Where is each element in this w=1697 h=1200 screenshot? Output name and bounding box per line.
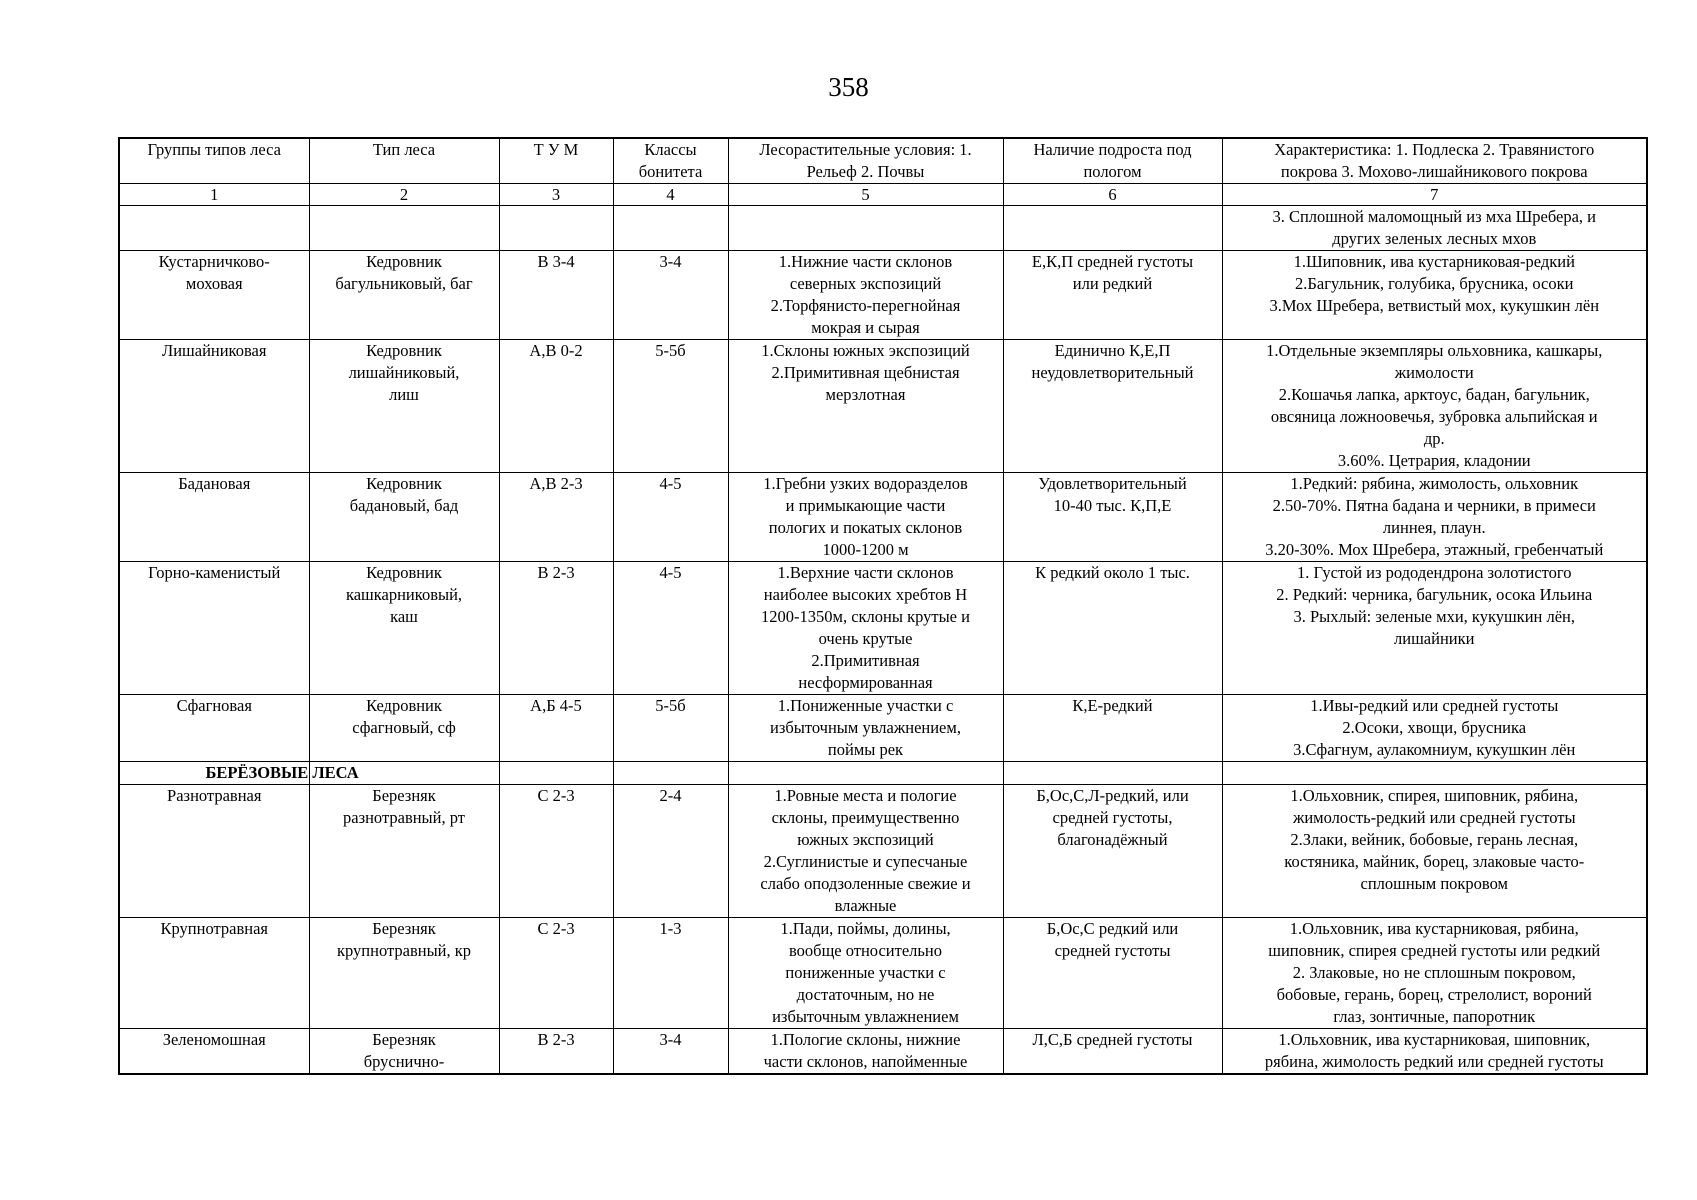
cell-text-line: овсяница ложноовечья, зубровка альпийская и [1270,407,1598,426]
cell-text-line: влажные [834,896,897,915]
cell-text-line: 2.Суглинистые и супесчаные [763,852,968,871]
cell-text-line: 1200-1350м, склоны крутые и [761,607,970,626]
cell-bonitet-class [613,206,728,251]
cell-text-line: 1.Склоны южных экспозиций [761,341,970,360]
cell-text-line: 1.Пониженные участки с [777,696,954,715]
cell-text-line: лишайниковый, [348,363,460,382]
cell-bonitet-class [613,1029,728,1075]
column-number: 1 [119,184,309,206]
column-number: 6 [1003,184,1222,206]
cell-forest-type [309,473,499,562]
cell-text-line: 2. Редкий: черника, багульник, осока Ильина [1276,585,1593,604]
cell-text-line: 3.Мох Шребера, ветвистый мох, кукушкин лён [1269,296,1600,315]
cell-undergrowth [1003,1029,1222,1075]
cell-bonitet-class [613,138,728,184]
cell-forest-type [309,138,499,184]
cell-text-line: Кедровник [366,696,442,715]
cell-text-line: Березняк [372,786,436,805]
cell-forest-group [119,562,309,695]
cell-text-line: 3-4 [659,252,682,271]
cell-characteristics [1222,785,1647,918]
cell-forest-type [309,340,499,473]
cell-text-line: сфагновый, сф [352,718,456,737]
cell-text-line: рябина, жимолость редкий или средней густоты [1264,1052,1604,1071]
cell-text-line: 2.Осоки, хвощи, брусника [1342,718,1527,737]
cell-text-line: Единично К,Е,П [1054,341,1171,360]
cell-text-line: Кедровник [366,252,442,271]
cell-text-line: сплошным покровом [1360,874,1508,893]
cell-text-line: Кедровник [366,341,442,360]
cell-text-line: жимолость-редкий или средней густоты [1292,808,1576,827]
cell-text-line: Лесорастительные условия: 1. [759,140,972,159]
section-title: БЕРЁЗОВЫЕ ЛЕСА [205,762,395,785]
cell-text-line: избыточным увлажнением, [770,718,961,737]
cell-text-line: В 2-3 [537,1030,575,1049]
cell-growing-conditions [728,473,1003,562]
cell-text-line: лишайники [1394,629,1475,648]
cell-text-line: средней густоты, [1052,808,1173,827]
cell-text-line: неудовлетворительный [1031,363,1194,382]
cell-forest-group [119,473,309,562]
cell-forest-type [309,562,499,695]
cell-text-line: С 2-3 [537,786,575,805]
cell-growing-conditions [728,1029,1003,1075]
cell-text-line: Классы [644,140,697,159]
cell-text-line: поймы рек [827,740,904,759]
cell-text-line: Группы типов леса [147,140,281,159]
cell-characteristics [1222,562,1647,695]
cell-text-line: Березняк [372,1030,436,1049]
cell-tum [499,562,613,695]
cell-growing-conditions [728,785,1003,918]
cell-forest-group [119,138,309,184]
cell-text-line: Е,К,П средней густоты [1031,252,1194,271]
cell-text-line: А,Б 4-5 [530,696,582,715]
cell-tum [499,138,613,184]
cell-text-line: наиболее высоких хребтов Н [763,585,968,604]
cell-text-line: багульниковый, баг [335,274,473,293]
cell-text-line: других зеленых лесных мхов [1332,229,1537,248]
cell-text-line: 2.Примитивная щебнистая [771,363,960,382]
cell-text-line: 3.60%. Цетрария, кладонии [1337,451,1531,470]
cell-text-line: 1000-1200 м [822,540,909,559]
cell-text-line: 1.Шиповник, ива кустарниковая-редкий [1293,252,1575,271]
cell-tum [499,1029,613,1075]
cell-text-line: 1.Нижние части склонов [778,252,953,271]
cell-forest-type [309,1029,499,1075]
cell-forest-type [309,695,499,762]
cell-characteristics [1222,206,1647,251]
table-row [119,206,1647,251]
cell-text-line: 2.50-70%. Пятна бадана и черники, в примеси [1272,496,1596,515]
cell-text-line: шиповник, спирея средней густоты или редкий [1268,941,1601,960]
cell-text-line: 2-4 [659,786,682,805]
cell-text-line: 1.Ровные места и пологие [774,786,957,805]
cell-text-line: 2.Примитивная [811,651,920,670]
cell-text-line: др. [1423,429,1445,448]
cell-text-line: 3. Сплошной маломощный из мха Шребера, и [1272,207,1597,226]
cell-text-line: 4-5 [659,563,682,582]
column-number: 2 [309,184,499,206]
cell-text-line: пониженные участки с [785,963,946,982]
cell-text-line: бадановый, бад [349,496,459,515]
cell-characteristics [1222,340,1647,473]
cell-text-line: бобовые, герань, борец, стрелолист, вороний [1276,985,1592,1004]
cell-growing-conditions [728,340,1003,473]
table-row [119,918,1647,1029]
cell-forest-group [119,785,309,918]
cell-text-line: 2.Торфянисто-перегнойная [770,296,961,315]
cell-text-line: 1-3 [659,919,682,938]
cell-text-line: Сфагновая [176,696,252,715]
cell-text-line: Горно-каменистый [148,563,281,582]
cell-text-line: Характеристика: 1. Подлеска 2. Травянистого [1274,140,1595,159]
forest-types-table [118,137,1648,1075]
cell-text-line: Кустарничково- [158,252,270,271]
cell-text-line: костяника, майник, борец, злаковые часто- [1284,852,1585,871]
cell-growing-conditions [728,206,1003,251]
cell-text-line: С 2-3 [537,919,575,938]
cell-forest-group [119,918,309,1029]
table-body [119,138,1647,1074]
cell-text-line: Кедровник [366,563,442,582]
cell-forest-group [119,251,309,340]
cell-text-line: Удовлетворительный [1038,474,1187,493]
cell-text-line: 3. Рыхлый: зеленые мхи, кукушкин лён, [1293,607,1575,626]
table-row [119,251,1647,340]
cell-text-line: вообще относительно [789,941,942,960]
cell-text-line: 5-5б [655,341,686,360]
cell-text-line: В 2-3 [537,563,575,582]
cell-text-line: покрова 3. Мохово-лишайникового покрова [1280,162,1588,181]
cell-text-line: жимолости [1394,363,1474,382]
cell-text-line: 5-5б [655,696,686,715]
cell-text-line: и примыкающие части [785,496,946,515]
table-row [119,695,1647,762]
cell-tum [499,918,613,1029]
cell-text-line: 1.Гребни узких водоразделов [763,474,968,493]
cell-forest-type [309,918,499,1029]
cell-text-line: бруснично- [363,1052,445,1071]
cell-tum [499,251,613,340]
cell-text-line: достаточным, но не [796,985,935,1004]
cell-forest-type [309,206,499,251]
cell-characteristics [1222,918,1647,1029]
cell-text-line: пологих и покатых склонов [768,518,963,537]
cell-empty [1003,762,1222,785]
cell-bonitet-class [613,785,728,918]
cell-text-line: Кедровник [366,474,442,493]
table-row [119,785,1647,918]
cell-text-line: Б,Ос,С редкий или [1046,919,1179,938]
cell-empty [728,762,1003,785]
cell-text-line: Разнотравная [167,786,262,805]
column-number: 5 [728,184,1003,206]
cell-tum [499,695,613,762]
cell-empty [613,762,728,785]
cell-text-line: северных экспозиций [789,274,942,293]
cell-forest-group [119,695,309,762]
cell-text-line: бонитета [638,162,703,181]
cell-growing-conditions [728,251,1003,340]
column-number: 4 [613,184,728,206]
column-number: 3 [499,184,613,206]
cell-text-line: Зеленомошная [162,1030,266,1049]
cell-text-line: Л,С,Б средней густоты [1032,1030,1193,1049]
cell-text-line: каш [390,607,418,626]
cell-text-line: глаз, зонтичные, папоротник [1333,1007,1536,1026]
cell-forest-group [119,1029,309,1075]
cell-text-line: 1.Ольховник, ива кустарниковая, шиповник, [1278,1030,1591,1049]
cell-undergrowth [1003,340,1222,473]
cell-text-line: лиш [389,385,419,404]
cell-growing-conditions [728,562,1003,695]
cell-bonitet-class [613,918,728,1029]
cell-text-line: 1. Густой из рододендрона золотистого [1296,563,1572,582]
cell-characteristics [1222,695,1647,762]
cell-text-line: Рельеф 2. Почвы [806,162,925,181]
cell-bonitet-class [613,473,728,562]
cell-text-line: К,Е-редкий [1072,696,1153,715]
cell-text-line: 2.Кошачья лапка, арктоус, бадан, багульник, [1278,385,1590,404]
cell-text-line: избыточным увлажнением [772,1007,959,1026]
cell-text-line: 3-4 [659,1030,682,1049]
cell-undergrowth [1003,206,1222,251]
cell-text-line: 1.Пологие склоны, нижние [770,1030,961,1049]
cell-text-line: или редкий [1072,274,1153,293]
cell-text-line: 1.Пади, поймы, долины, [780,919,951,938]
cell-text-line: мокрая и сырая [811,318,920,337]
cell-forest-group [119,206,309,251]
cell-undergrowth [1003,785,1222,918]
cell-text-line: кашкарниковый, [345,585,463,604]
cell-undergrowth [1003,562,1222,695]
cell-text-line: южных экспозиций [797,830,934,849]
cell-text-line: Лишайниковая [162,341,267,360]
table-row [119,562,1647,695]
cell-growing-conditions [728,138,1003,184]
cell-text-line: Березняк [372,919,436,938]
cell-empty [499,762,613,785]
cell-text-line: несформированная [798,673,933,692]
cell-text-line: Б,Ос,С,Л-редкий, или [1036,786,1189,805]
cell-bonitet-class [613,251,728,340]
cell-text-line: 1.Ивы-редкий или средней густоты [1310,696,1559,715]
cell-bonitet-class [613,340,728,473]
cell-forest-type [309,785,499,918]
cell-text-line: Т У М [533,140,579,159]
cell-text-line: благонадёжный [1057,830,1168,849]
column-number-row [119,184,1647,206]
cell-text-line: слабо оподзоленные свежие и [760,874,971,893]
cell-text-line: Крупнотравная [160,919,268,938]
cell-forest-type [309,251,499,340]
cell-undergrowth [1003,251,1222,340]
cell-characteristics [1222,138,1647,184]
cell-tum [499,206,613,251]
cell-text-line: 10-40 тыс. К,П,Е [1053,496,1172,515]
table-row [119,1029,1647,1075]
cell-text-line: 1.Верхние части склонов [777,563,954,582]
cell-characteristics [1222,251,1647,340]
cell-tum [499,473,613,562]
cell-text-line: 2. Злаковые, но не сплошным покровом, [1292,963,1576,982]
cell-tum [499,785,613,918]
cell-text-line: Наличие подроста под [1033,140,1192,159]
cell-text-line: склоны, преимущественно [771,808,960,827]
cell-bonitet-class [613,695,728,762]
cell-text-line: 3.Сфагнум, аулакомниум, кукушкин лён [1293,740,1576,759]
cell-text-line: А,В 0-2 [529,341,583,360]
cell-text-line: 1.Редкий: рябина, жимолость, ольховник [1290,474,1579,493]
cell-text-line: 2.Багульник, голубика, брусника, осоки [1295,274,1574,293]
section-heading-row [119,762,1647,785]
cell-undergrowth [1003,138,1222,184]
cell-text-line: Тип леса [372,140,436,159]
cell-text-line: мерзлотная [825,385,906,404]
cell-text-line: К редкий около 1 тыс. [1035,563,1190,582]
cell-characteristics [1222,1029,1647,1075]
table-row [119,473,1647,562]
cell-text-line: части склонов, напойменные [763,1052,968,1071]
cell-text-line: крупнотравный, кр [336,941,472,960]
cell-empty [1222,762,1647,785]
cell-undergrowth [1003,695,1222,762]
cell-text-line: средней густоты [1054,941,1171,960]
cell-text-line: 3.20-30%. Мох Шребера, этажный, гребенчатый [1265,540,1604,559]
page-number: 358 [828,72,869,102]
cell-text-line: 1.Отдельные экземпляры ольховника, кашкары, [1266,341,1603,360]
cell-text-line: 1.Ольховник, ива кустарниковая, рябина, [1289,919,1579,938]
cell-text-line: А,В 2-3 [529,474,583,493]
column-number: 7 [1222,184,1647,206]
cell-bonitet-class [613,562,728,695]
header-row [119,138,1647,184]
cell-growing-conditions [728,695,1003,762]
cell-text-line: линнея, плаун. [1382,518,1486,537]
cell-undergrowth [1003,473,1222,562]
cell-text-line: Бадановая [178,474,251,493]
cell-characteristics [1222,473,1647,562]
cell-undergrowth [1003,918,1222,1029]
cell-text-line: пологом [1083,162,1142,181]
cell-tum [499,340,613,473]
cell-forest-group [119,340,309,473]
cell-text-line: 4-5 [659,474,682,493]
cell-text-line: 2.Злаки, вейник, бобовые, герань лесная, [1290,830,1579,849]
table-row [119,340,1647,473]
cell-text-line: В 3-4 [537,252,575,271]
cell-text-line: 1.Ольховник, спирея, шиповник, рябина, [1290,786,1579,805]
cell-text-line: очень крутые [818,629,913,648]
cell-text-line: разнотравный, рт [343,808,465,827]
cell-text-line: моховая [185,274,243,293]
cell-growing-conditions [728,918,1003,1029]
